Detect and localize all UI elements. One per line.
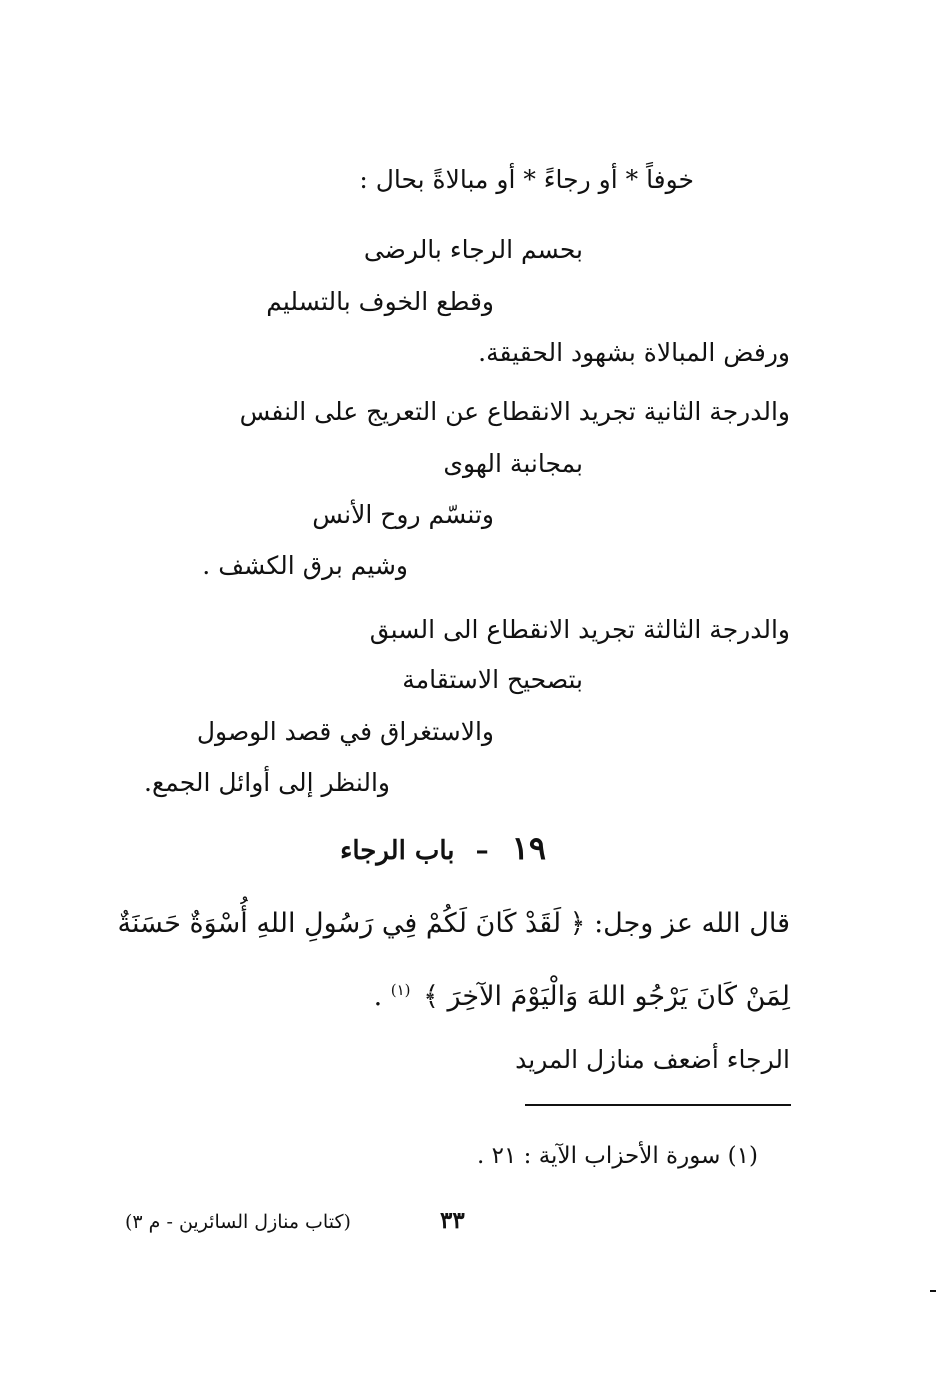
text-line: خوفاً * أو رجاءً * أو مبالاةً بحال : — [359, 165, 694, 194]
quote-text: لِمَنْ كَانَ يَرْجُو اللهَ وَالْيَوْمَ الآخِرَ ﴾ — [423, 981, 790, 1012]
section-heading — [340, 826, 546, 873]
section-dash: – — [475, 836, 489, 866]
edge-mark — [930, 1290, 936, 1292]
text-line: بحسم الرجاء بالرضى — [363, 235, 583, 264]
quran-quote-line — [374, 966, 790, 1021]
footnote-marker: (١) — [390, 981, 411, 999]
text-line: والاستغراق في قصد الوصول — [196, 717, 494, 746]
section-number: ١٩ — [511, 829, 546, 867]
text-line: بمجانبة الهوى — [443, 449, 583, 478]
text-line: الرجاء أضعف منازل المريد — [515, 1045, 790, 1074]
footnote: (١) سورة الأحزاب الآية : ٢١ . — [477, 1143, 758, 1169]
text-line: وتنسّم روح الأنس — [312, 500, 494, 529]
quote-end-mark: . — [373, 981, 383, 1012]
text-line: والدرجة الثانية تجريد الانقطاع عن التعريج على النفس — [239, 397, 790, 426]
text-line: وقطع الخوف بالتسليم — [266, 287, 494, 316]
text-line: بتصحيح الاستقامة — [402, 665, 583, 694]
quran-quote-line: قال الله عز وجل: ﴿ لَقَدْ كَانَ لَكُمْ فِي رَسُولِ اللهِ أُسْوَةٌ حَسَنَةٌ — [117, 908, 790, 939]
footnote-divider — [525, 1104, 791, 1106]
page-number: ٣٣ — [440, 1207, 465, 1234]
text-line: وشيم برق الكشف . — [202, 551, 408, 580]
section-title: باب الرجاء — [340, 836, 455, 866]
text-line: ورفض المبالاة بشهود الحقيقة. — [478, 338, 790, 367]
book-signature: (كتاب منازل السائرين - م ٣) — [125, 1211, 351, 1233]
text-line: والدرجة الثالثة تجريد الانقطاع الى السبق — [369, 615, 790, 644]
text-line: والنظر إلى أوائل الجمع. — [144, 768, 390, 797]
